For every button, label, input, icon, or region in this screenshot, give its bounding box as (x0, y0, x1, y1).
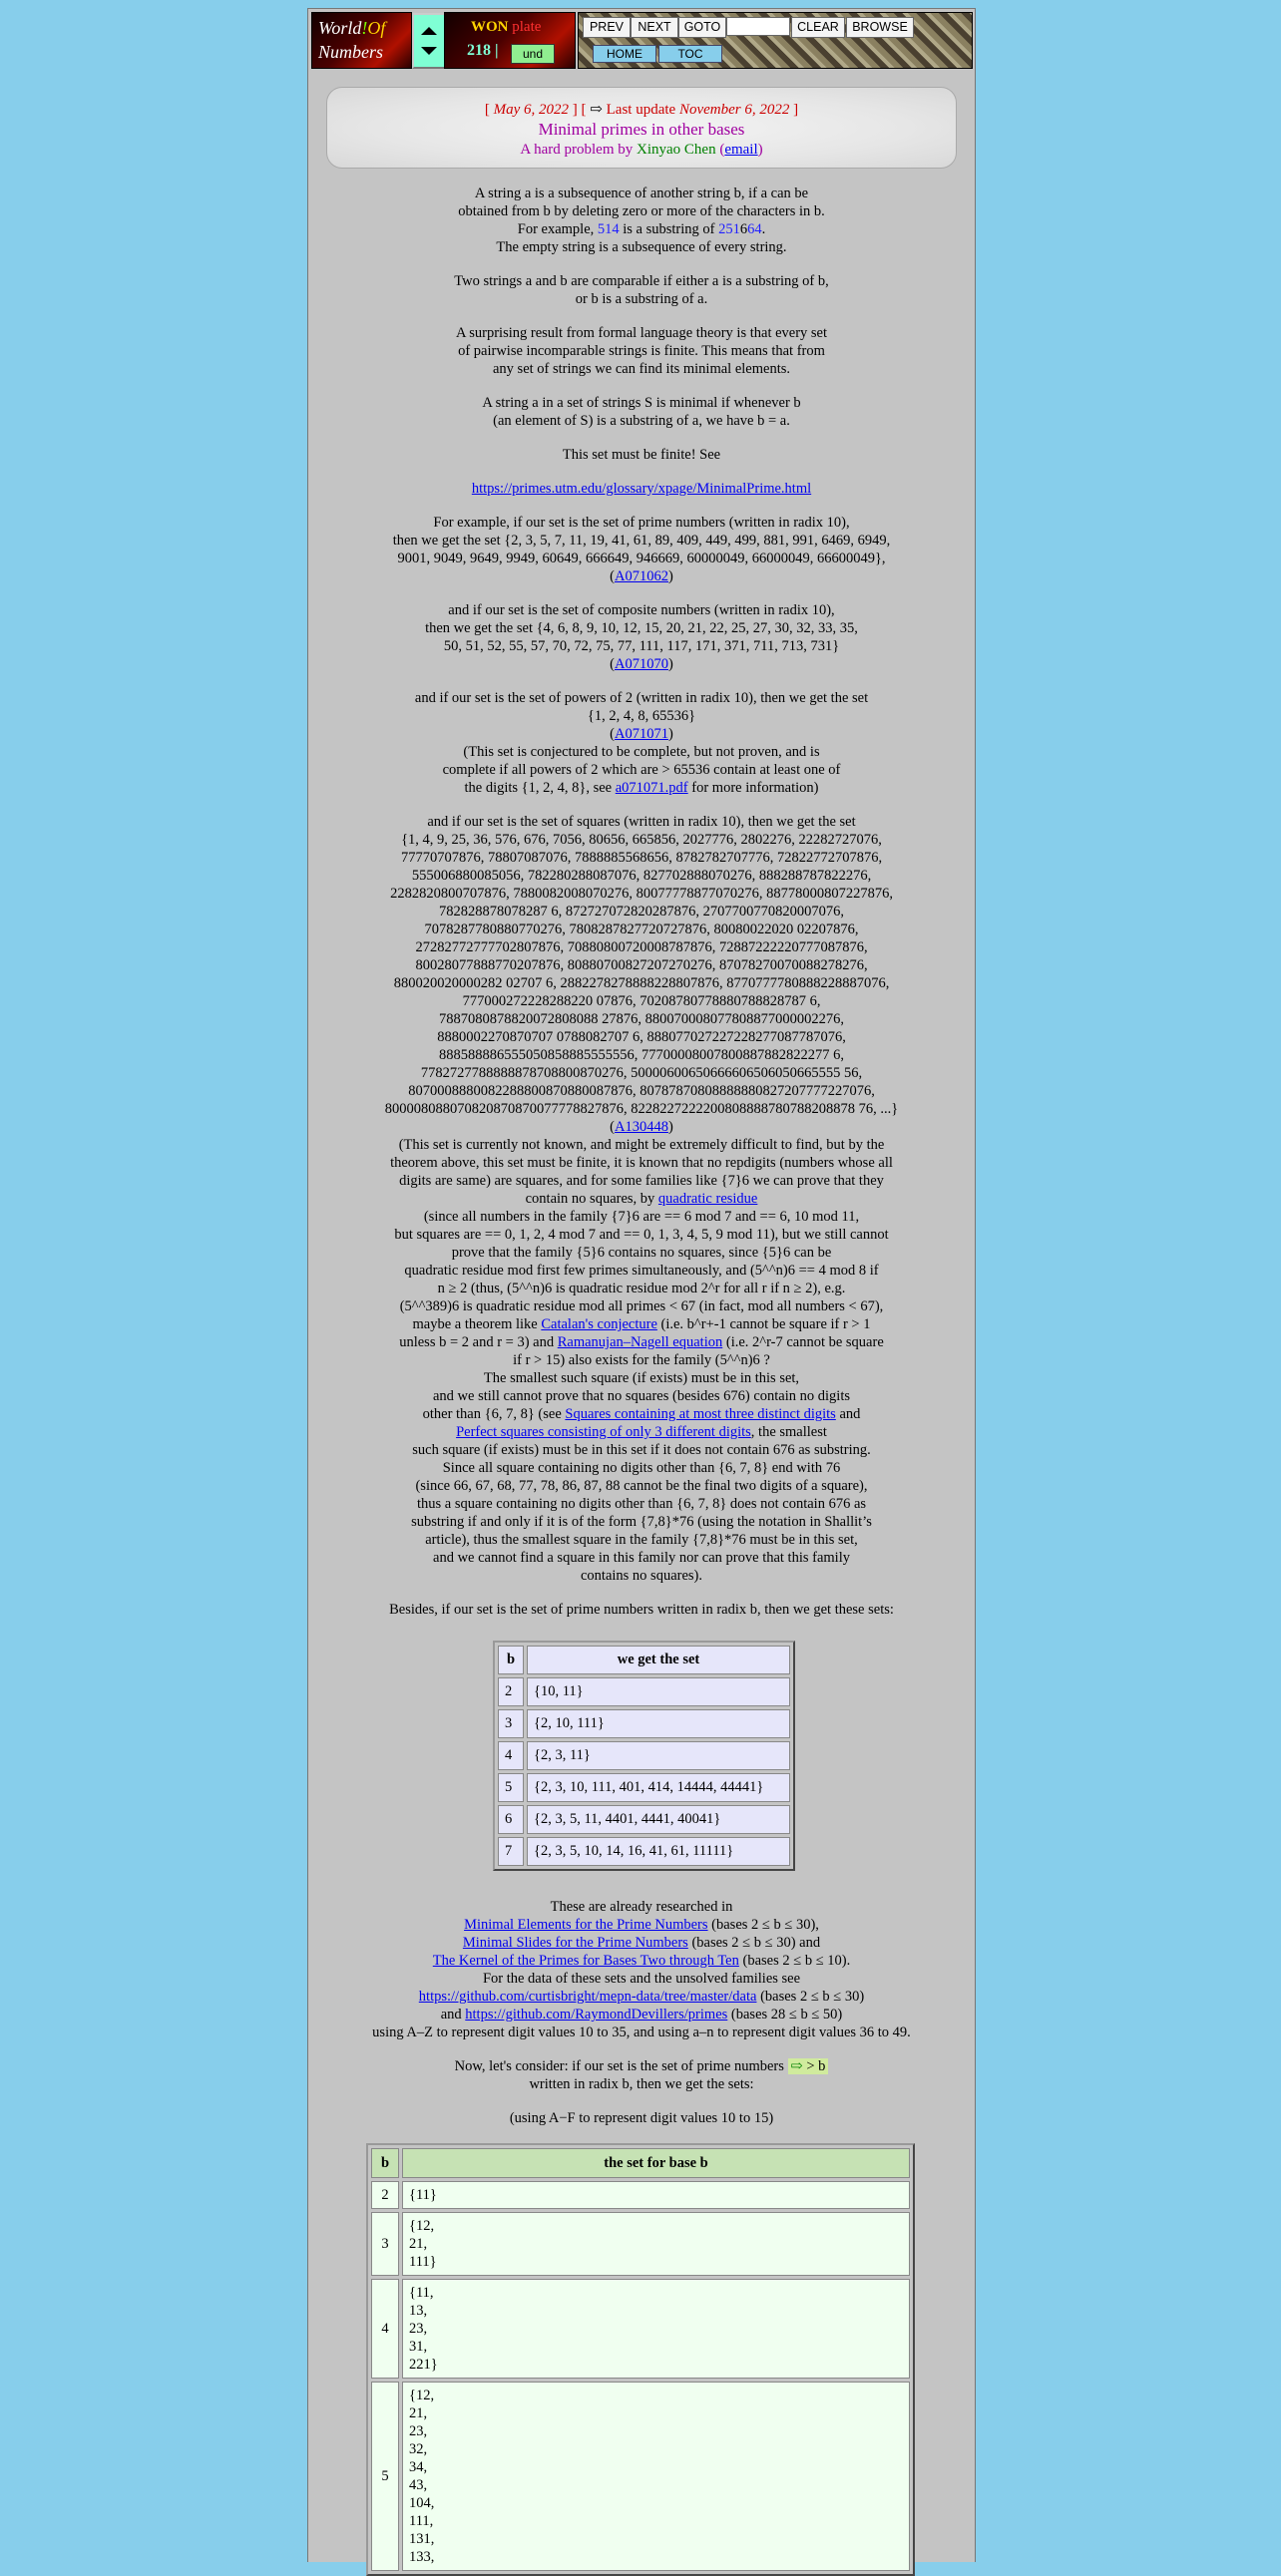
home-button[interactable]: HOME (593, 45, 656, 63)
table-row (498, 1837, 790, 1866)
base-cell: 3 (498, 1709, 524, 1738)
text-line: theorem above, this set must be finite, it is known that no repdigits (numbers whose all (390, 1155, 893, 1171)
table-row (371, 2212, 910, 2276)
won-label: WON (471, 19, 509, 35)
up-down-arrows (412, 13, 446, 69)
text-line: contains no squares). (580, 1568, 702, 1584)
author-line: A hard problem by Xinyao Chen (email) (520, 142, 763, 158)
text: For example, (517, 221, 595, 237)
text-line: The empty string is a subsequence of every string. (496, 239, 787, 255)
set-element: 131, (409, 2531, 435, 2547)
und-button[interactable]: und (511, 44, 555, 64)
next-button[interactable]: NEXT (631, 17, 678, 38)
references-section (308, 1898, 975, 2143)
set-cell: {2, 3, 5, 11, 4401, 4441, 40041} (527, 1805, 790, 1834)
text-line: For the data of these sets and the unsolved families see (482, 1971, 801, 1987)
mepn-data-github-link[interactable]: https://github.com/curtisbright/mepn-data/tree/master/data (418, 1989, 757, 2005)
text-line: if r > 15) also exists for the family (5^^n)6 ? (513, 1352, 770, 1368)
table-row (498, 1677, 790, 1706)
text-line: such square (if exists) must be in this set if it does not contain 676 as substring. (412, 1442, 871, 1458)
text: (bases 2 ≤ b ≤ 30) and (691, 1935, 821, 1951)
set-element: 43, (409, 2477, 428, 2493)
table-header-row (371, 2148, 910, 2178)
table-row (498, 1709, 790, 1738)
set-cell (402, 2382, 910, 2571)
world-of-numbers-logo[interactable] (311, 12, 412, 69)
prev-button[interactable]: PREV (583, 17, 631, 38)
text: contain no squares, by (525, 1191, 655, 1207)
text-line: (This set is currently not known, and might be extremely difficult to find, but by the (398, 1137, 885, 1153)
table-row (498, 1805, 790, 1834)
set-element: 111} (409, 2254, 437, 2270)
text-line: 9001, 9049, 9649, 9949, 60649, 666649, 946669, 60000049, 66000049, 66600049}, (397, 551, 886, 566)
set-element: 133, (409, 2549, 435, 2565)
text-line: article), thus the smallest square in the family {7,8}*76 must be in this set, (425, 1532, 858, 1548)
browse-button[interactable]: BROWSE (846, 17, 914, 38)
base-cell: 6 (498, 1805, 524, 1834)
text-line: n ≥ 2 (thus, (5^^n)6 is quadratic residue mod 2^r for all r if n ≥ 2), e.g. (437, 1281, 846, 1296)
text-line: digits are same) are squares, and for some families like {7}6 we can prove that they (399, 1173, 884, 1189)
page-title: Minimal primes in other bases (538, 120, 745, 139)
set-cell: {2, 3, 11} (527, 1741, 790, 1770)
paragraph-comparable (308, 272, 975, 308)
text-line: {1, 2, 4, 8, 65536} (587, 708, 696, 724)
logo-numbers-text: Numbers (318, 42, 384, 62)
won-plate-panel (444, 12, 576, 69)
paragraph-composites: and if our set is the set of composite numbers (written in radix 10), then we get the set {4, 6, 8, 9, 10, 12, 15, 20, 21, 22, 25, 27, 30, 32, 33, 35, 50, 51, 52, 55, 57, 70, 72, 75, 77, 111, 117, 171, 371, 711, 713, 731} (A071070) (308, 601, 975, 673)
oeis-a130448-link[interactable]: A130448 (615, 1119, 668, 1135)
text-line: 800008088070820870870077778827876, 8228227222200808888780788208878 76, ...} (384, 1101, 899, 1117)
logo-bang-text: ! (361, 18, 368, 38)
text-line: 888588886555050858885555556, 77700008007800887882822277 6, (439, 1047, 844, 1063)
table-header-row (498, 1646, 790, 1674)
text-line: or b is a substring of a. (575, 291, 708, 307)
update-date: November 6, 2022 (678, 102, 790, 118)
arrow-right-icon: ⇨ (790, 2058, 803, 2074)
squares-three-digits-link[interactable]: Squares containing at most three distinct digits (565, 1406, 836, 1422)
greater-than-b-badge (788, 2058, 829, 2074)
text: (bases 28 ≤ b ≤ 50) (730, 2007, 843, 2023)
text-line: thus a square containing no digits other than {6, 7, 8} does not contain 676 as (416, 1496, 867, 1512)
paragraph-other-bases (308, 1601, 975, 1619)
logo-of-text: Of (367, 18, 386, 38)
logo-world-text: World (318, 18, 362, 38)
column-header: b (498, 1646, 524, 1674)
base-cell: 3 (371, 2212, 399, 2276)
text-line: 880020020000282 02707 6, 2882278278888228807876, 8770777780888228887076, (393, 975, 890, 991)
text-line: (an element of S) is a substring of a, we have b = a. (493, 413, 790, 429)
text-line: 7887080878820072808088 27876, 880070008077808877000002276, (439, 1011, 844, 1027)
column-header: the set for base b (402, 2148, 910, 2178)
text-line: prove that the family {5}6 contains no squares, since {5}6 can be (451, 1245, 832, 1261)
paragraph-minimal (308, 394, 975, 430)
set-element: 21, (409, 2236, 428, 2252)
paragraph-digit-note (308, 2109, 975, 2127)
oeis-a071071-link[interactable]: A071071 (615, 726, 668, 742)
set-element: {12, (409, 2388, 435, 2403)
example-part: 6 (739, 221, 748, 237)
set-element: 23, (409, 2423, 428, 2439)
minimal-slides-link[interactable]: Minimal Slides for the Prime Numbers (462, 1935, 688, 1951)
text-line: For example, if our set is the set of prime numbers (written in radix 10), (433, 515, 850, 531)
text: . (761, 221, 766, 237)
update-label: Last update (606, 102, 676, 118)
text-line: complete if all powers of 2 which are > 65536 contain at least one of (442, 762, 841, 778)
text-line: Besides, if our set is the set of prime numbers written in radix b, then we get these sets: (389, 1602, 894, 1618)
text-line: 27282772777702807876, 70880800720008787876, 72887222220777087876, (415, 939, 868, 955)
set-cell: {2, 3, 5, 10, 14, 16, 41, 61, 11111} (527, 1837, 790, 1866)
text: (i.e. 2^r-7 cannot be square (725, 1334, 884, 1350)
text-line: any set of strings we can find its minimal elements. (493, 361, 790, 377)
text-line: then we get the set {4, 6, 8, 9, 10, 12, 15, 20, 21, 22, 25, 27, 30, 32, 33, 35, (425, 620, 858, 636)
text-line: of pairwise incomparable strings is finite. This means that from (458, 343, 825, 359)
text: the digits {1, 2, 4, 8}, see (464, 780, 613, 796)
header-box (326, 87, 957, 169)
text-line: 2282820800707876, 7880082008070276, 80077778877070276, 88778000807227876, (390, 886, 893, 902)
base-cell: 7 (498, 1837, 524, 1866)
paragraph-finite (308, 324, 975, 378)
text-line: A string a in a set of strings S is minimal if whenever b (482, 395, 801, 411)
text-line: 7078287780880770276, 7808287827720727876, 80080022020 02207876, (424, 921, 859, 937)
set-element: {12, (409, 2218, 435, 2234)
minimal-prime-link[interactable]: https://primes.utm.edu/glossary/xpage/MinimalPrime.html (471, 481, 812, 497)
column-header: we get the set (527, 1646, 790, 1674)
table-row (371, 2382, 910, 2571)
toc-button[interactable]: TOC (658, 45, 722, 63)
set-element: {11} (409, 2187, 437, 2203)
text-line: (This set is conjectured to be complete, but not proven, and is (463, 744, 820, 760)
text-line: (using A−F to represent digit values 10 to 15) (509, 2110, 774, 2126)
text-line: 777000272228288220 07876, 70208780778880788828787 6, (462, 993, 821, 1009)
devillers-primes-github-link[interactable]: https://github.com/RaymondDevillers/primes (465, 2007, 728, 2023)
perfect-squares-link[interactable]: Perfect squares consisting of only 3 different digits (456, 1424, 751, 1440)
date-close-bracket: ] (572, 102, 578, 118)
text: unless b = 2 and r = 3) and (399, 1334, 555, 1350)
set-cell (402, 2279, 910, 2379)
clear-button[interactable]: CLEAR (791, 17, 845, 38)
text-line: These are already researched in (550, 1899, 733, 1915)
set-element: 31, (409, 2339, 428, 2355)
text: other than {6, 7, 8} (see (422, 1406, 562, 1422)
example-substring: 514 (597, 221, 620, 237)
set-element: 13, (409, 2303, 428, 2319)
example-part: 251 (718, 221, 740, 237)
date-open-bracket: [ (484, 102, 490, 118)
text-line: using A–Z to represent digit values 10 to 35, and using a–n to represent digit values 36 to 49. (372, 2024, 911, 2040)
top-navigation (308, 9, 975, 69)
paragraph-subsequence (308, 184, 975, 256)
goto-input[interactable] (726, 17, 790, 36)
text: Now, let's consider: if our set is the set of prime numbers (454, 2058, 784, 2074)
set-element: 23, (409, 2321, 428, 2337)
text: (bases 2 ≤ b ≤ 30), (711, 1917, 819, 1933)
catalan-conjecture-link[interactable]: Catalan's conjecture (541, 1316, 657, 1332)
text-line: Two strings a and b are comparable if either a is a substring of b, (454, 273, 829, 289)
paragraph-squares: and if our set is the set of squares (written in radix 10), then we get the set {1, 4, 9, 25, 36, 576, 676, 7056, 80656, 665856, 2027776, 2802276, 22282727076, 77770707876, 78807087076, 7888885568656, 8782782707776, 72822772707876, 555006880085056, 782280288087076, 827702888070276, 888288787822276, 2282820800707876, 7880082008070276, 80077778877070276, 88778000807227876, 782828878078287 6, 872727072820287876, 2707700770820007076, 7078287780880770276, 7808287827720727876, 80080022020 02207876, 27282772777702807876, 70880800720008787876, 72887222220777087876, 80028077888770207876, 80880700827207270276, 87078270070088278276, 880020020000282 02707 6, 2882278278888228807876, 8770777780888228887076, 777000272228288220 07876, 70208780778880788828787 6, 7887080878820072808088 27876, 880070008077808877000002276, 8880002270870707 0788082707 6, 888077027227228277087787076, 888588886555050858885555556, 77700008007800887882822277 6, 7782727788888878708800870276, 50000600650666606506050665555 56, 8070008880082288800870880087876, 80787870808888880827207777227076, 800008088070820870870077778827876, 8228227222200808888780788208878 76, ...} (A130448) (This set is currently not known, and might be extremely difficult to find, but by the theorem above, this set must be finite, it is known that no repdigits (numbers whose all digits are same) are squares, and for some families like {7}6 we can prove that they contain no squares, by quadratic residue (since all numbers in the family {7}6 are == 6 mod 7 and == 6, 10 mod 11, but squares are == 0, 1, 2, 4 mod 7 and == 0, 1, 3, 4, 5, 9 mod 11), but we still cannot prove that the family {5}6 contains no squares, since {5}6 can be quadratic residue mod first few primes simultaneously, and (5^^n)6 == 4 mod 8 if n ≥ 2 (thus, (5^^n)6 is quadratic residue mod 2^r for all r if n ≥ 2), e.g. (5^^389)6 is quadratic residue mod all primes < 67 (in fact, mod all numbers < 67), maybe a theorem like Catalan's conjecture (i.e. b^r+-1 cannot be square if r > 1 unless b = 2 and r = 3) and Ramanujan–Nagell equation (i.e. 2^r-7 cannot be square if r > 15) also exists for the family (5^^n)6 ? The smallest such square (if exists) must be in this set, and we still cannot prove that no squares (besides 676) contain no digits other than {6, 7, 8} (see Squares containing at most three distinct digits and Perfect squares consisting of only 3 different digits, the smallest such square (if exists) must be in this set if it does not contain 676 as substring. Since all square containing no digits other than {6, 7, 8} end with 76 (since 66, 67, 68, 77, 78, 86, 87, 88 cannot be the final two digits of a square), thus a square containing no digits other than {6, 7, 8} does not contain 676 as substring if and only if it is of the form {7,8}*76 (using the notation in Shallit’s article), thus the smallest square in the family {7,8}*76 must be in this set, and we cannot find a square in this family nor can prove that this family contains no squares). (308, 813, 975, 1585)
base-cell: 2 (498, 1677, 524, 1706)
publish-date: May 6, 2022 (493, 102, 570, 118)
text-line: and if our set is the set of composite numbers (written in radix 10), (448, 602, 835, 618)
table-row (498, 1741, 790, 1770)
oeis-a071070-link[interactable]: A071070 (615, 656, 668, 672)
text: (i.e. b^r+-1 cannot be square if r > 1 (660, 1316, 871, 1332)
article-body (308, 184, 975, 1635)
text-line: and if our set is the set of powers of 2 (written in radix 10), then we get the set (414, 690, 869, 706)
text: maybe a theorem like (412, 1316, 538, 1332)
text-line: 8880002270870707 0788082707 6, 888077027227228277087787076, (437, 1029, 846, 1045)
set-element: {11, (409, 2285, 434, 2301)
badge-text: > b (806, 2058, 826, 2074)
date-line (327, 100, 956, 119)
a071071-pdf-link[interactable]: a071071.pdf (615, 780, 688, 796)
set-element: 104, (409, 2495, 435, 2511)
paragraph-see (308, 446, 975, 464)
text-line: (since 66, 67, 68, 77, 78, 86, 87, 88 cannot be the final two digits of a square), (415, 1478, 868, 1494)
paragraph-researched (308, 1898, 975, 2041)
plate-number: 218 (467, 42, 491, 59)
paragraph-primes-radix10: For example, if our set is the set of prime numbers (written in radix 10), then we get the set {2, 3, 5, 7, 11, 19, 41, 61, 89, 409, 449, 499, 881, 991, 6469, 6949, 9001, 9049, 9649, 9949, 60649, 666649, 946669, 60000049, 66000049, 66600049}, (A071062) (308, 514, 975, 585)
update-open-bracket: [ (581, 102, 587, 118)
set-cell (402, 2212, 910, 2276)
paragraph-consider (308, 2057, 975, 2093)
base-cell: 5 (498, 1773, 524, 1802)
text-line: (5^^389)6 is quadratic residue mod all primes < 67 (in fact, mod all numbers < 67), (399, 1298, 884, 1314)
kernel-primes-link[interactable]: The Kernel of the Primes for Bases Two through Ten (432, 1953, 739, 1969)
goto-button[interactable]: GOTO (678, 17, 726, 38)
text-line: 782828878078287 6, 872727072820287876, 2707700770820007076, (439, 904, 844, 920)
subtitle: A hard problem by (520, 142, 634, 158)
quadratic-residue-link[interactable]: quadratic residue (657, 1191, 758, 1207)
base-cell: 5 (371, 2382, 399, 2571)
page (307, 8, 976, 2565)
text-line: written in radix b, then we get the sets: (529, 2076, 754, 2092)
text-line: This set must be finite! See (562, 447, 721, 463)
bases-table (493, 1641, 795, 1871)
set-cell: {2, 3, 10, 111, 401, 414, 14444, 44441} (527, 1773, 790, 1802)
bases-table-wrapper (493, 1641, 795, 1871)
plate-label: plate (512, 19, 542, 35)
author-name: Xinyao Chen (637, 142, 716, 158)
command-panel (578, 12, 973, 69)
set-cell: {2, 10, 111} (527, 1709, 790, 1738)
text-line: then we get the set {2, 3, 5, 7, 11, 19, 41, 61, 89, 409, 449, 499, 881, 991, 6469, 6949, (392, 533, 891, 549)
text-line: and we cannot find a square in this family nor can prove that this family (433, 1550, 850, 1566)
set-element: 34, (409, 2459, 428, 2475)
ramanujan-nagell-link[interactable]: Ramanujan–Nagell equation (557, 1334, 723, 1350)
text: and (839, 1406, 861, 1422)
set-element: 111, (409, 2513, 434, 2529)
text-line: and we still cannot prove that no squares (besides 676) contain no digits (433, 1388, 850, 1404)
text-line: substring if and only if it is of the form {7,8}*76 (using the notation in Shallit’s (411, 1514, 872, 1530)
base-cell: 4 (498, 1741, 524, 1770)
update-close-bracket: ] (793, 102, 799, 118)
text-line: (since all numbers in the family {7}6 are == 6 mod 7 and == 6, 10 mod 11, (423, 1209, 860, 1225)
text-line: obtained from b by deleting zero or more of the characters in b. (458, 203, 825, 219)
text-line: 50, 51, 52, 55, 57, 70, 72, 75, 77, 111, 117, 171, 371, 711, 713, 731} (443, 638, 840, 654)
arrow-up-icon[interactable] (421, 27, 437, 35)
text-line: quadratic residue mod first few primes simultaneously, and (5^^n)6 == 4 mod 8 if (404, 1263, 879, 1279)
paragraph-url (308, 480, 975, 498)
text: (bases 2 ≤ b ≤ 30) (760, 1989, 865, 2005)
example-part: 64 (747, 221, 762, 237)
text-line: 7782727788888878708800870276, 50000600650666606506050665555 56, (420, 1065, 863, 1081)
text: (bases 2 ≤ b ≤ 10). (742, 1953, 851, 1969)
text-line: The smallest such square (if exists) must be in this set, (483, 1370, 800, 1386)
table-row (498, 1773, 790, 1802)
update-arrow-icon: ⇨ (590, 102, 603, 118)
set-cell (402, 2181, 910, 2209)
text: is a substring of (623, 221, 715, 237)
column-header: b (371, 2148, 399, 2178)
paragraph-powers-of-2: and if our set is the set of powers of 2 (written in radix 10), then we get the set {1, 2, 4, 8, 65536} (A071071) (This set is conjectured to be complete, but not proven, and is complete if all powers of 2 which are > 65536 contain at least one of the digits {1, 2, 4, 8}, see a071071.pdf for more information) (308, 689, 975, 797)
text-line: A string a is a subsequence of another string b, if a can be (474, 185, 809, 201)
set-element: 32, (409, 2441, 428, 2457)
text: for more information) (691, 780, 819, 796)
arrow-down-icon[interactable] (421, 47, 437, 55)
text-line: A surprising result from formal language theory is that every set (455, 325, 828, 341)
example-line (308, 220, 975, 238)
text: , the smallest (750, 1424, 827, 1440)
text-line: 8070008880082288800870880087876, 80787870808888880827207777227076, (408, 1083, 875, 1099)
text-line: Since all square containing no digits other than {6, 7, 8} end with 76 (442, 1460, 841, 1476)
set-element: 21, (409, 2405, 428, 2421)
set-cell: {10, 11} (527, 1677, 790, 1706)
text: and (440, 2007, 462, 2023)
base-cell: 4 (371, 2279, 399, 2379)
text-line: but squares are == 0, 1, 2, 4 mod 7 and == 0, 1, 3, 4, 5, 9 mod 11), but we still cannot (394, 1227, 889, 1243)
table-row (371, 2181, 910, 2209)
email-link[interactable]: email (724, 142, 758, 158)
sets-per-base-table (366, 2143, 915, 2576)
text-line: 77770707876, 78807087076, 7888885568656, 8782782707776, 72822772707876, (400, 850, 883, 866)
base-cell: 2 (371, 2181, 399, 2209)
text-line: and if our set is the set of squares (written in radix 10), then we get the set (427, 814, 856, 830)
text-line: 80028077888770207876, 80880700827207270276, 87078270070088278276, (415, 957, 868, 973)
text-line: {1, 4, 9, 25, 36, 576, 676, 7056, 80656, 665856, 2027776, 2802276, 22282727076, (401, 832, 882, 848)
plate-separator: | (495, 42, 499, 59)
mepn-link[interactable]: Minimal Elements for the Prime Numbers (464, 1917, 708, 1933)
oeis-a071062-link[interactable]: A071062 (615, 568, 668, 584)
table-row (371, 2279, 910, 2379)
text-line: 555006880085056, 782280288087076, 827702888070276, 888288787822276, (411, 868, 872, 884)
set-element: 221} (409, 2357, 438, 2373)
